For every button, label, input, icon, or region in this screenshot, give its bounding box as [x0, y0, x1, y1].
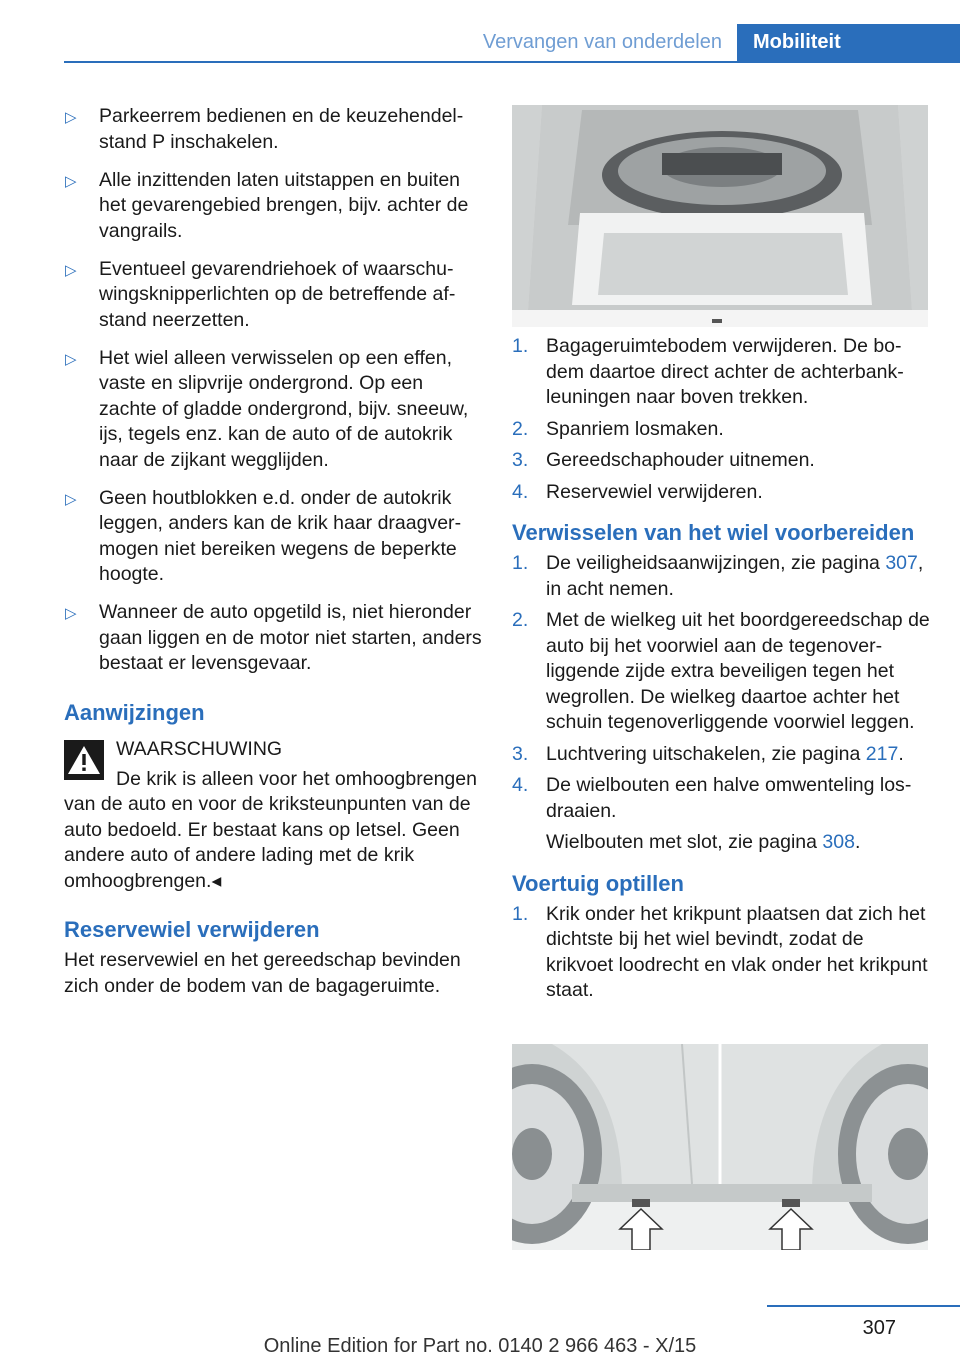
list-item [512, 448, 930, 474]
list-item [512, 608, 930, 736]
warning-triangle-icon [64, 740, 104, 780]
list-item [512, 773, 930, 856]
step-text: De wielbouten een halve omwenteling losdraaien. [546, 774, 912, 822]
list-item-text: Wanneer de auto opgetild is, niet hieronder gaan liggen en de motor niet starten, anders bestaat er levensgevaar. [99, 601, 482, 674]
list-item [64, 486, 482, 588]
footer-rule [767, 1305, 960, 1307]
page-number: 307 [862, 1317, 896, 1339]
triangle-bullet-icon: ▷ [65, 350, 77, 368]
prepare-heading: Verwisselen van het wiel voorbereiden [512, 520, 915, 545]
list-item [512, 480, 930, 506]
step-text-end: , in acht nemen. [546, 552, 924, 600]
step-text: Krik onder het krikpunt plaatsen dat zich het dichtste bij het wiel bevindt, zodat de krikvoet loodrecht en vlak onder het krikpunt staat. [546, 902, 928, 1001]
list-item-text: Parkeerrem bedienen en de keuzehendelstand P inschakelen. [99, 105, 464, 153]
notes-heading: Aanwijzingen [64, 699, 205, 725]
step-text-end: . [898, 742, 904, 765]
list-item [512, 551, 930, 602]
lift-heading: Voertuig optillen [512, 870, 684, 896]
step-text: Reservewiel verwijderen. [546, 480, 763, 503]
triangle-bullet-icon: ▷ [65, 109, 77, 126]
list-item [64, 600, 482, 677]
step-text: De veiligheidsaanwijzingen, zie pagina [546, 552, 886, 574]
header-section-title: Vervangen van onderdelen [482, 31, 722, 53]
step-number: 4. [512, 774, 529, 796]
triangle-bullet-icon: ▷ [65, 261, 77, 279]
list-item [64, 346, 482, 474]
list-item [64, 257, 482, 334]
triangle-bullet-icon: ▷ [65, 172, 77, 190]
list-item-text: Eventueel gevarendriehoek of waarschuwingsknipperlichten op de betreffende afstand neerzetten. [99, 257, 456, 331]
page-link-217[interactable]: 217 [865, 742, 899, 765]
step-number: 1. [512, 335, 529, 357]
list-item [512, 417, 930, 443]
trunk-spare-wheel-image [512, 105, 928, 327]
step-text: Bagageruimtebodem verwijderen. De bodem daartoe direct achter de achterbankleuningen naar boven trekken. [546, 335, 904, 408]
spare-wheel-heading: Reservewiel verwijderen [64, 917, 320, 942]
warning-body: De krik is alleen voor het omhoogbrengen van de auto en voor de kriksteunpunten van de auto bedoeld. Er bestaat kans op letsel. Geen andere auto of andere lading met de krik omhoogbrengen.◂ [64, 767, 477, 892]
list-item [512, 742, 930, 768]
triangle-bullet-icon: ▷ [65, 605, 77, 622]
list-item-text: Alle inzittenden laten uitstappen en buiten het gevarengebied brengen, bijv. achter de vangrails. [99, 168, 469, 242]
step-number: 2. [512, 609, 529, 631]
right-column [512, 334, 930, 1010]
safety-bullet-list [64, 104, 482, 677]
step-number: 4. [512, 480, 529, 503]
list-item [512, 902, 930, 1004]
header-chapter-tab: Mobiliteit [737, 24, 960, 62]
list-item-text: Het wiel alleen verwisselen op een effen, vaste en slipvrije ondergrond. Op een zachte of gladde ondergrond, bijv. sneeuw, ijs, tegels enz. kan de auto of de autokrik naar de zijkant wegglijden. [99, 346, 469, 471]
step-text: Spanriem losmaken. [546, 417, 724, 440]
step-number: 3. [512, 742, 529, 765]
step-subnote [546, 830, 930, 856]
triangle-bullet-icon: ▷ [65, 490, 77, 508]
page-link-307[interactable]: 307 [885, 552, 918, 574]
list-item [512, 334, 930, 411]
warning-title: WAARSCHUWING [116, 737, 283, 760]
subnote-text: Wielbouten met slot, zie pagina [546, 831, 823, 853]
step-number: 3. [512, 449, 529, 471]
list-item [64, 168, 482, 245]
list-item-text: Geen houtblokken e.d. onder de autokrik leggen, anders kan de krik haar draagvermogen niet bereiken wegens de beperkte hoogte. [99, 486, 462, 585]
prepare-steps-list [512, 551, 930, 856]
left-column [64, 104, 482, 999]
jack-points-image [512, 1044, 928, 1250]
lift-steps-list [512, 902, 930, 1004]
spare-wheel-body: Het reservewiel en het gereedschap bevinden zich onder de bodem van de bagageruimte. [64, 949, 461, 997]
step-text: Met de wielkeg uit het boordgereedschap de auto bij het voorwiel aan de tegenoverliggende zijde extra beveiligen tegen het wegrollen. De wielkeg daartoe achter het schuin tegenoverliggende voorwiel leggen. [546, 609, 930, 733]
edition-line: Online Edition for Part no. 0140 2 966 463 - X/15 [263, 1335, 697, 1357]
page-link-308[interactable]: 308 [822, 831, 855, 853]
warning-box [64, 737, 482, 797]
remove-steps-list [512, 334, 930, 505]
list-item [64, 104, 482, 155]
step-number: 2. [512, 417, 529, 440]
step-text: Luchtvering uitschakelen, zie pagina [546, 742, 866, 765]
step-number: 1. [512, 552, 529, 574]
step-text: Gereedschaphouder uitnemen. [546, 449, 815, 471]
step-number: 1. [512, 902, 529, 925]
subnote-text-end: . [854, 831, 861, 853]
header-rule [64, 61, 960, 63]
